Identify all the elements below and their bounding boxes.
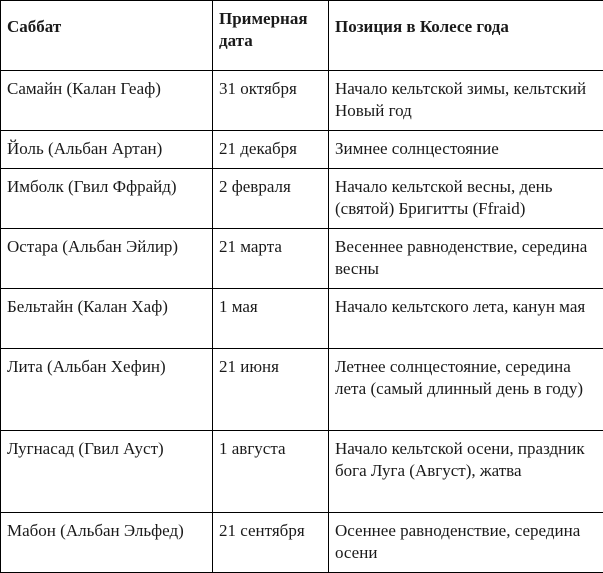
- sabbat-cell: Йоль (Альбан Артан): [1, 131, 213, 169]
- date-cell: 21 сентября: [213, 513, 329, 573]
- date-cell: 21 июня: [213, 349, 329, 431]
- table-row: [1, 131, 603, 169]
- table-row: [1, 289, 603, 349]
- position-cell: Начало кельтской зимы, кельтский Новый год: [329, 71, 603, 131]
- table-row: [1, 513, 603, 573]
- header-date: Примерная дата: [213, 1, 329, 71]
- table-row: [1, 71, 603, 131]
- date-cell: 21 декабря: [213, 131, 329, 169]
- position-cell: Весеннее равноденствие, середина весны: [329, 229, 603, 289]
- table-row: [1, 229, 603, 289]
- sabbat-cell: Бельтайн (Калан Хаф): [1, 289, 213, 349]
- sabbat-cell: Самайн (Калан Геаф): [1, 71, 213, 131]
- table-row: [1, 349, 603, 431]
- sabbat-cell: Имболк (Гвил Ффрайд): [1, 169, 213, 229]
- sabbat-cell: Лита (Альбан Хефин): [1, 349, 213, 431]
- position-cell: Летнее солнцестояние, середина лета (самый длинный день в году): [329, 349, 603, 431]
- header-sabbat: Саббат: [1, 1, 213, 71]
- position-cell: Начало кельтской осени, праздник бога Луга (Август), жатва: [329, 431, 603, 513]
- sabbat-cell: Мабон (Альбан Эльфед): [1, 513, 213, 573]
- table-row: [1, 169, 603, 229]
- sabbat-cell: Остара (Альбан Эйлир): [1, 229, 213, 289]
- date-cell: 1 августа: [213, 431, 329, 513]
- position-cell: Зимнее солнцестояние: [329, 131, 603, 169]
- position-cell: Осеннее равноденствие, середина осени: [329, 513, 603, 573]
- table-header-row: [1, 1, 603, 71]
- date-cell: 1 мая: [213, 289, 329, 349]
- position-cell: Начало кельтской весны, день (святой) Бригитты (Ffraid): [329, 169, 603, 229]
- date-cell: 31 октября: [213, 71, 329, 131]
- header-position: Позиция в Колесе года: [329, 1, 603, 71]
- sabbat-cell: Лугнасад (Гвил Ауст): [1, 431, 213, 513]
- date-cell: 21 марта: [213, 229, 329, 289]
- date-cell: 2 февраля: [213, 169, 329, 229]
- table-row: [1, 431, 603, 513]
- position-cell: Начало кельтского лета, канун мая: [329, 289, 603, 349]
